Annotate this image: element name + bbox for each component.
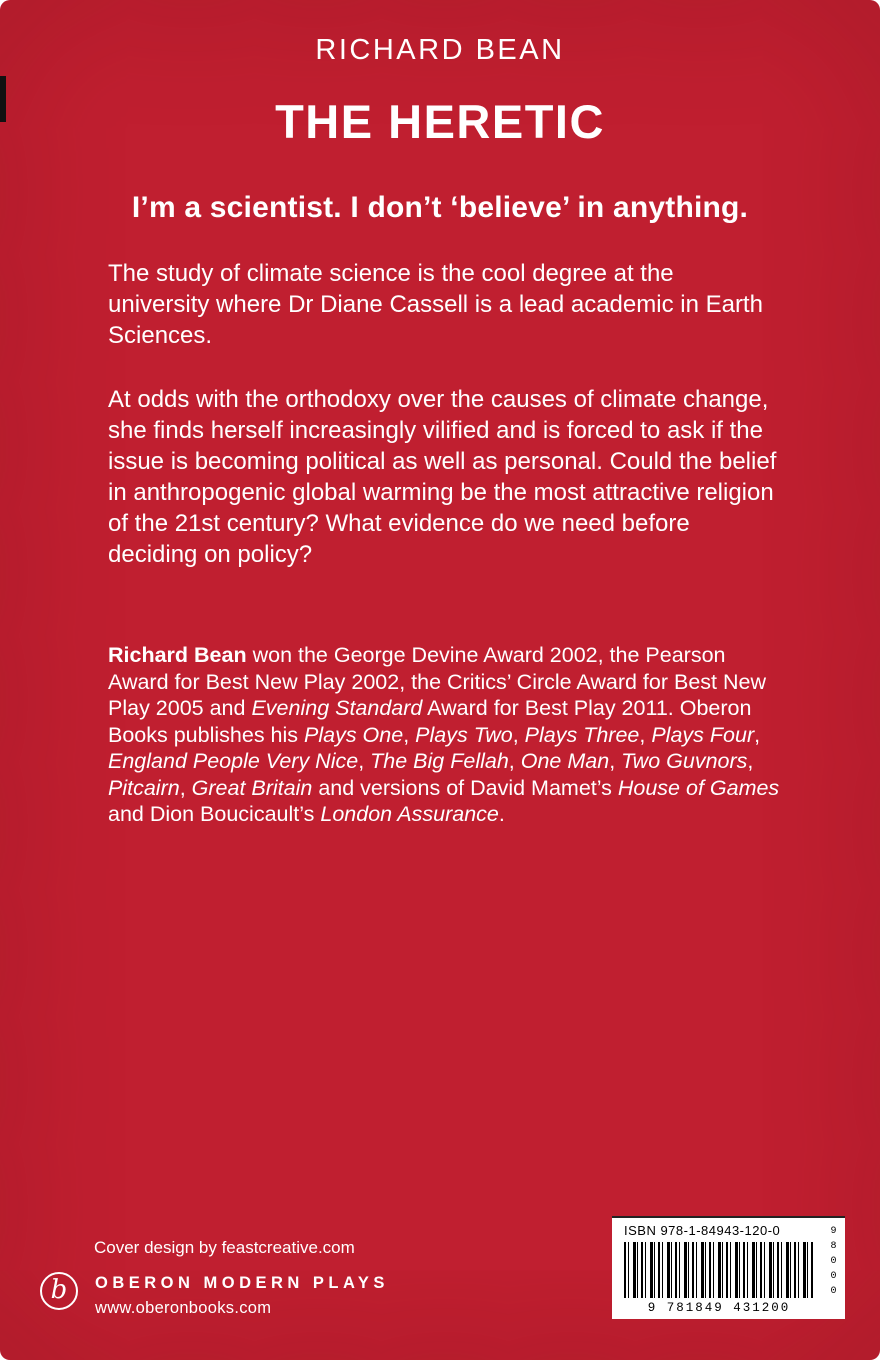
oberon-logo-icon: [40, 1272, 78, 1310]
tagline-quote: I’m a scientist. I don’t ‘believe’ in anything.: [131, 191, 749, 224]
publisher-website: www.oberonbooks.com: [95, 1299, 272, 1317]
oberon-logo-letter: b: [50, 1275, 68, 1305]
barcode-panel: [612, 1216, 845, 1319]
barcode-bars: [624, 1242, 814, 1298]
book-title: THE HERETIC: [275, 95, 605, 148]
author-bio: Richard Bean won the George Devine Award 2002, the Pearson Award for Best New Play 2002, the Critics’ Circle Award for Best New Play 2005 and Evening Standard Award for Best Play 2011. Oberon Books publishes his Plays One, Plays Two, Plays Three, Plays Four, England People Very Nice, The Big Fellah, One Man, Two Guvnors, Pitcairn, Great Britain and versions of David Mamet’s House of Games and Dion Boucicault’s London Assurance.: [108, 643, 780, 826]
barcode-digits: 9 781849 431200: [647, 1301, 791, 1315]
cover-design-credit: Cover design by feastcreative.com: [94, 1238, 355, 1257]
synopsis-block: [108, 258, 780, 603]
isbn-label: ISBN 978-1-84943-120-0: [624, 1223, 781, 1238]
author-name: RICHARD BEAN: [315, 34, 565, 66]
barcode-price-code: 98000: [828, 1226, 839, 1301]
synopsis-paragraph-1: The study of climate science is the cool degree at the university where Dr Diane Cassell is a lead academic in Earth Sciences.: [108, 260, 763, 349]
imprint-name: OBERON MODERN PLAYS: [95, 1274, 389, 1292]
synopsis-paragraph-2: At odds with the orthodoxy over the causes of climate change, she finds herself increasingly vilified and is forced to ask if the issue is becoming political as well as personal. Could the belief in anthropogenic global warming be the most attractive religion of the 21st century? What evidence do we need before deciding on policy?: [108, 386, 777, 568]
